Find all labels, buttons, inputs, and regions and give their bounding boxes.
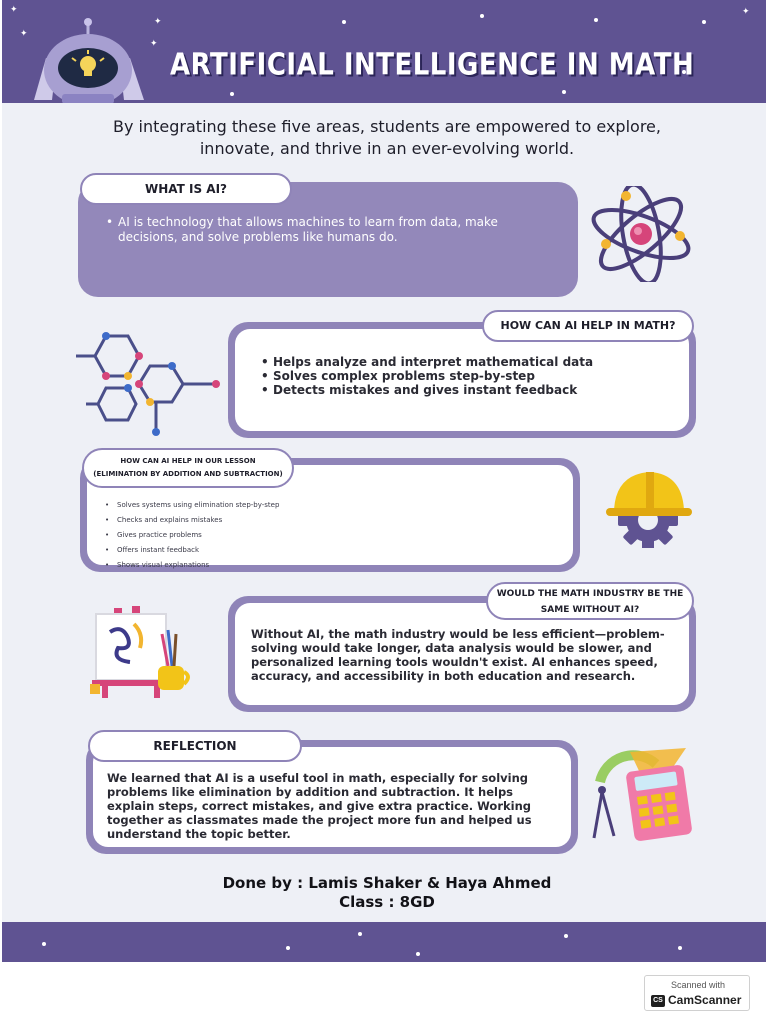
list-item: • Solves systems using elimination step-by-step bbox=[105, 498, 405, 513]
paragraph-line: understand the topic better. bbox=[107, 827, 291, 841]
hard-hat-gear-icon bbox=[602, 464, 694, 548]
help-in-lesson-heading bbox=[82, 448, 294, 488]
heading-line: SAME WITHOUT AI? bbox=[540, 605, 640, 615]
help-in-math-panel-inner bbox=[235, 329, 689, 431]
poster bbox=[2, 0, 766, 962]
list-item: • Shows visual explanations bbox=[105, 558, 405, 573]
list-item: • Helps analyze and interpret mathematical data bbox=[261, 355, 681, 369]
what-is-ai-list bbox=[106, 215, 556, 245]
heading-line: (ELIMINATION BY ADDITION AND SUBTRACTION) bbox=[93, 470, 283, 478]
paragraph-line: accuracy, and accessibility in both education and research. bbox=[251, 669, 636, 683]
molecule-network-icon bbox=[76, 326, 222, 436]
paragraph-line: personalized learning tools wouldn't exist. AI enhances speed, bbox=[251, 655, 658, 669]
list-item: • Solves complex problems step-by-step bbox=[261, 369, 681, 383]
stamp-caption: Scanned with bbox=[670, 980, 726, 990]
reflection-heading: REFLECTION bbox=[88, 730, 302, 762]
help-in-lesson-list bbox=[105, 498, 405, 573]
credits bbox=[162, 874, 612, 912]
list-item: • Checks and explains mistakes bbox=[105, 513, 405, 528]
star-icon: ✦ bbox=[10, 5, 18, 15]
dot-decoration bbox=[358, 932, 362, 936]
paragraph-line: Without AI, the math industry would be less efficient—problem- bbox=[251, 627, 665, 641]
help-in-math-list bbox=[261, 355, 681, 397]
easel-paint-icon bbox=[88, 604, 196, 700]
industry-heading bbox=[486, 582, 694, 620]
paragraph-line: together as classmates made the project more fun and helped us bbox=[107, 813, 532, 827]
dot-decoration bbox=[594, 18, 598, 22]
done-by-text: Done by : Lamis Shaker & Haya Ahmed bbox=[222, 874, 552, 892]
dot-decoration bbox=[342, 20, 346, 24]
star-icon: ✦ bbox=[20, 29, 28, 39]
camscanner-logo-icon: CS bbox=[651, 995, 665, 1007]
star-icon: ✦ bbox=[742, 7, 750, 17]
star-icon: ✦ bbox=[154, 17, 162, 27]
dot-decoration bbox=[562, 90, 566, 94]
footer-banner bbox=[2, 922, 766, 962]
paragraph-line: explain steps, correct mistakes, and give extra practice. Working bbox=[107, 799, 532, 813]
reflection-panel-inner bbox=[93, 747, 571, 847]
dot-decoration bbox=[42, 942, 46, 946]
dot-decoration bbox=[564, 934, 568, 938]
paragraph-line: solving would take longer, data analysis would be slower, and bbox=[251, 641, 652, 655]
dot-decoration bbox=[678, 946, 682, 950]
heading-line: WOULD THE MATH INDUSTRY BE THE bbox=[496, 589, 684, 599]
stamp-brand: CamScanner bbox=[668, 993, 742, 1007]
camscanner-stamp bbox=[644, 975, 750, 1011]
intro-text bbox=[82, 116, 692, 160]
atom-icon bbox=[586, 186, 696, 282]
heading-line: HOW CAN AI HELP IN OUR LESSON bbox=[120, 457, 256, 465]
robot-lightbulb-icon bbox=[26, 18, 156, 103]
dot-decoration bbox=[416, 952, 420, 956]
dot-decoration bbox=[286, 946, 290, 950]
list-item: • Offers instant feedback bbox=[105, 543, 405, 558]
dot-decoration bbox=[480, 14, 484, 18]
header-banner bbox=[2, 0, 766, 103]
calculator-tools-icon bbox=[590, 746, 696, 842]
what-is-ai-heading: WHAT IS AI? bbox=[80, 173, 292, 205]
list-item: • Gives practice problems bbox=[105, 528, 405, 543]
help-in-math-heading: HOW CAN AI HELP IN MATH? bbox=[482, 310, 694, 342]
intro-line: By integrating these five areas, students are empowered to explore, bbox=[113, 117, 661, 136]
paragraph-line: We learned that AI is a useful tool in math, especially for solving bbox=[107, 771, 529, 785]
page-title: ARTIFICIAL INTELLIGENCE IN MATH bbox=[170, 48, 695, 83]
list-item: • Detects mistakes and gives instant feedback bbox=[261, 383, 681, 397]
class-text: Class : 8GD bbox=[339, 893, 435, 911]
reflection-paragraph bbox=[107, 771, 573, 841]
dot-decoration bbox=[702, 20, 706, 24]
star-icon: ✦ bbox=[150, 39, 158, 49]
intro-line: innovate, and thrive in an ever-evolving world. bbox=[199, 139, 575, 158]
industry-paragraph bbox=[251, 627, 691, 683]
paragraph-line: problems like elimination by addition and subtraction. It helps bbox=[107, 785, 514, 799]
list-item: • AI is technology that allows machines to learn from data, make decisions, and solve problems like humans do. bbox=[106, 215, 556, 245]
dot-decoration bbox=[230, 92, 234, 96]
